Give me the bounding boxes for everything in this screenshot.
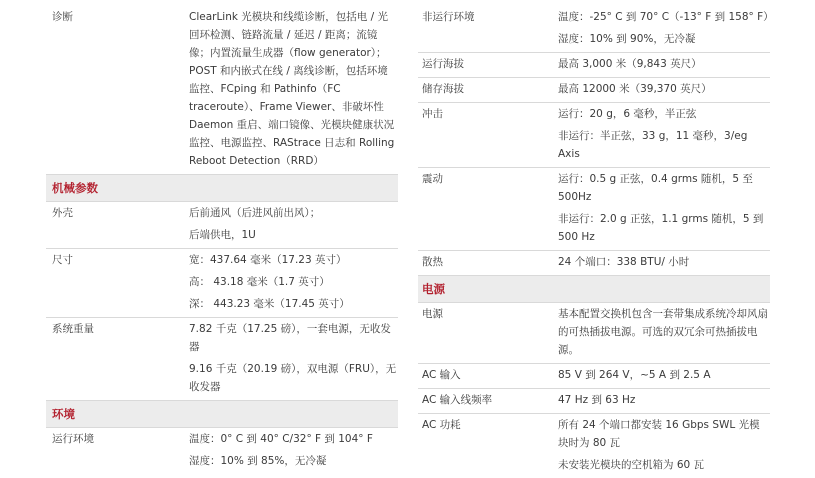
spec-label: 尺寸 xyxy=(52,254,73,266)
spec-value: 深： 443.23 毫米（17.45 英寸） xyxy=(189,298,350,310)
spec-value: 运行：0.5 g 正弦，0.4 grms 随机，5 至 500Hz xyxy=(558,173,753,203)
spec-value: 后端供电，1U xyxy=(189,229,256,241)
spec-row-operating-altitude xyxy=(418,53,770,78)
spec-value: 温度：0° C 到 40° C/32° F 到 104° F xyxy=(189,433,373,445)
spec-value: 85 V 到 264 V，~5 A 到 2.5 A xyxy=(558,369,711,381)
spec-label: 电源 xyxy=(422,308,443,320)
spec-row-vibration xyxy=(418,168,770,251)
spec-row-ac-input xyxy=(418,364,770,389)
spec-label: 冲击 xyxy=(422,108,443,120)
spec-row-ac-power xyxy=(418,414,770,478)
spec-value: 基本配置交换机包含一套带集成系统冷却风扇的可热插拔电源。可选的双冗余可热插拔电源。 xyxy=(558,308,768,356)
spec-value: 非运行：半正弦，33 g，11 毫秒，3/eg Axis xyxy=(558,130,748,160)
spec-row-shock xyxy=(418,103,770,168)
spec-value: 9.16 千克（20.19 磅），双电源（FRU），无收发器 xyxy=(189,363,397,393)
spec-value: 宽：437.64 毫米（17.23 英寸） xyxy=(189,254,347,266)
spec-label: AC 输入 xyxy=(422,369,461,381)
right-spec-column xyxy=(418,6,774,478)
spec-label: 运行海拔 xyxy=(422,58,464,70)
spec-value: 24 个端口：338 BTU/ 小时 xyxy=(558,256,690,268)
spec-row-ac-frequency xyxy=(418,389,770,414)
spec-row-weight xyxy=(46,318,398,401)
left-spec-column xyxy=(46,6,398,474)
spec-row-power-supply xyxy=(418,303,770,364)
spec-row-storage-altitude xyxy=(418,78,770,103)
spec-value: ClearLink 光模块和线缆诊断，包括电 / 光回环检测、链路流量 / 延迟 / 距离；流镜像；内置流量生成器（flow generator）；POST 和内嵌式在线 / 离线诊断，包括环境监控、FCping 和 Pathinfo（FC traceroute）、Frame Viewer、非破坏性 Daemon 重启、端口镜像、光模块健康状况监控、电源监控、RAStrace 日志和 Rolling Reboot Detection（RRD） xyxy=(189,11,395,167)
spec-value: 温度：-25° C 到 70° C（-13° F 到 158° F） xyxy=(558,11,774,23)
section-header-environment: 环境 xyxy=(46,401,398,428)
spec-value: 47 Hz 到 63 Hz xyxy=(558,394,636,406)
spec-label: AC 输入线频率 xyxy=(422,394,493,406)
spec-row-heat-dissipation xyxy=(418,251,770,276)
spec-value: 湿度：10% 到 85%，无冷凝 xyxy=(189,455,327,467)
spec-value: 高： 43.18 毫米（1.7 英寸） xyxy=(189,276,330,288)
spec-row-enclosure xyxy=(46,202,398,249)
spec-label: 运行环境 xyxy=(52,433,94,445)
spec-label: 外壳 xyxy=(52,207,73,219)
spec-value: 未安装光模块的空机箱为 60 瓦 xyxy=(558,459,705,471)
spec-label: 散热 xyxy=(422,256,443,268)
spec-value: 最高 3,000 米（9,843 英尺） xyxy=(558,58,702,70)
spec-row-dimensions xyxy=(46,249,398,318)
spec-label: 储存海拔 xyxy=(422,83,464,95)
spec-row-diagnostics xyxy=(46,6,398,175)
spec-label: 系统重量 xyxy=(52,323,94,335)
section-header-power: 电源 xyxy=(418,276,770,303)
spec-value: 后前通风（后进风前出风）； xyxy=(189,207,321,219)
spec-label: 震动 xyxy=(422,173,443,185)
spec-label: AC 功耗 xyxy=(422,419,461,431)
spec-value: 湿度：10% 到 90%，无冷凝 xyxy=(558,33,696,45)
spec-row-nonoperating-environment xyxy=(418,6,774,53)
spec-value: 所有 24 个端口都安装 16 Gbps SWL 光模块时为 80 瓦 xyxy=(558,419,760,449)
spec-value: 运行：20 g，6 毫秒，半正弦 xyxy=(558,108,697,120)
spec-label: 诊断 xyxy=(52,11,73,23)
spec-row-operating-environment xyxy=(46,428,398,474)
spec-value: 7.82 千克（17.25 磅），一套电源，无收发器 xyxy=(189,323,391,353)
spec-value: 非运行：2.0 g 正弦，1.1 grms 随机，5 到 500 Hz xyxy=(558,213,764,243)
spec-value: 最高 12000 米（39,370 英尺） xyxy=(558,83,712,95)
spec-label: 非运行环境 xyxy=(422,11,475,23)
section-header-mechanical: 机械参数 xyxy=(46,175,398,202)
